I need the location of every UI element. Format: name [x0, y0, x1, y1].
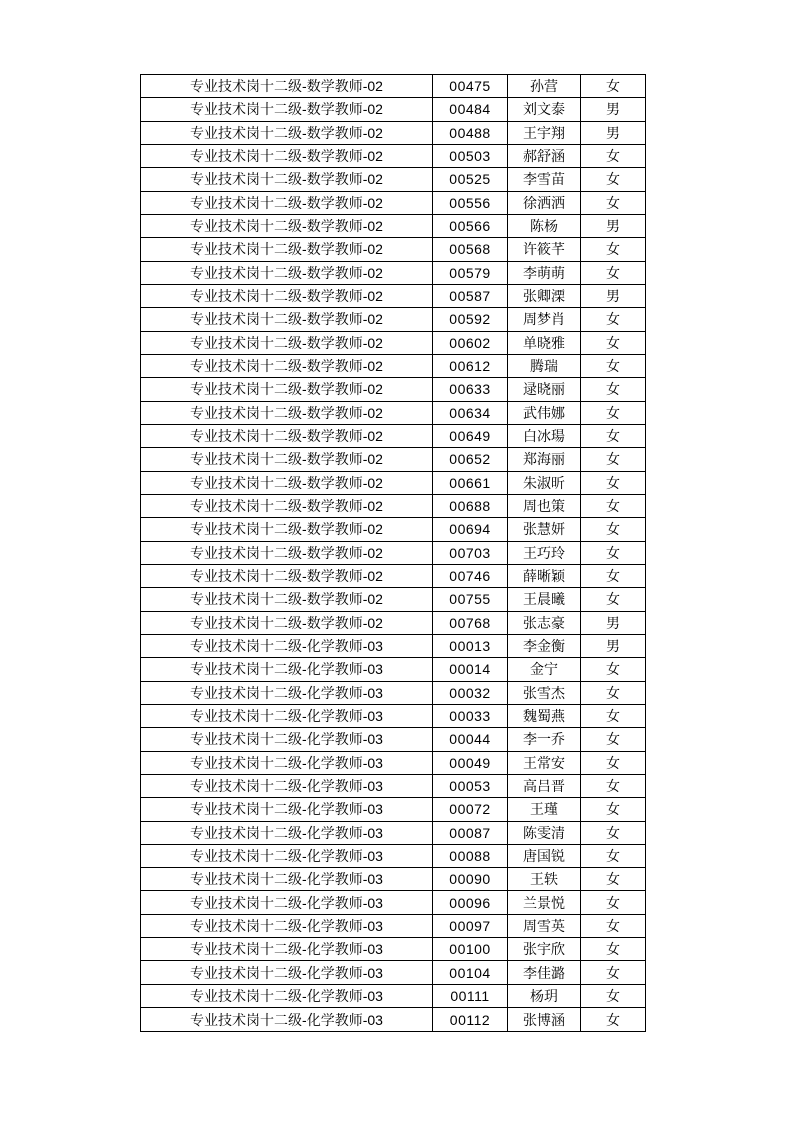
table-row: [141, 238, 646, 261]
cell-position: 专业技术岗十二级-数学教师-02: [141, 98, 433, 121]
cell-position: 专业技术岗十二级-化学教师-03: [141, 1008, 433, 1032]
cell-position: 专业技术岗十二级-数学教师-02: [141, 448, 433, 471]
table-row: [141, 284, 646, 307]
cell-code: 00484: [433, 98, 508, 121]
cell-gender: 女: [581, 75, 646, 98]
cell-position: 专业技术岗十二级-化学教师-03: [141, 891, 433, 914]
cell-name: 陈杨: [508, 214, 581, 237]
cell-gender: 女: [581, 681, 646, 704]
cell-code: 00097: [433, 914, 508, 937]
cell-name: 王宇翔: [508, 121, 581, 144]
cell-code: 00568: [433, 238, 508, 261]
cell-position: 专业技术岗十二级-数学教师-02: [141, 518, 433, 541]
cell-position: 专业技术岗十二级-数学教师-02: [141, 284, 433, 307]
cell-gender: 女: [581, 378, 646, 401]
table-row: [141, 98, 646, 121]
cell-name: 郑海丽: [508, 448, 581, 471]
table-row: [141, 588, 646, 611]
cell-code: 00755: [433, 588, 508, 611]
cell-code: 00032: [433, 681, 508, 704]
cell-code: 00044: [433, 728, 508, 751]
cell-name: 薛晰颖: [508, 564, 581, 587]
cell-name: 朱淑昕: [508, 471, 581, 494]
cell-code: 00633: [433, 378, 508, 401]
cell-gender: 女: [581, 588, 646, 611]
cell-name: 王瑾: [508, 798, 581, 821]
cell-code: 00072: [433, 798, 508, 821]
table-row: [141, 891, 646, 914]
cell-position: 专业技术岗十二级-化学教师-03: [141, 961, 433, 984]
table-row: [141, 844, 646, 867]
cell-name: 刘文泰: [508, 98, 581, 121]
cell-gender: 女: [581, 891, 646, 914]
cell-position: 专业技术岗十二级-化学教师-03: [141, 821, 433, 844]
cell-code: 00096: [433, 891, 508, 914]
cell-position: 专业技术岗十二级-化学教师-03: [141, 634, 433, 657]
cell-gender: 女: [581, 191, 646, 214]
cell-name: 逯晓丽: [508, 378, 581, 401]
cell-code: 00100: [433, 938, 508, 961]
cell-gender: 女: [581, 518, 646, 541]
cell-name: 张雪杰: [508, 681, 581, 704]
cell-gender: 女: [581, 751, 646, 774]
table-row: [141, 681, 646, 704]
cell-code: 00579: [433, 261, 508, 284]
table-row: [141, 261, 646, 284]
cell-position: 专业技术岗十二级-数学教师-02: [141, 75, 433, 98]
cell-name: 王晨曦: [508, 588, 581, 611]
table-row: [141, 448, 646, 471]
cell-name: 张志豪: [508, 611, 581, 634]
cell-position: 专业技术岗十二级-化学教师-03: [141, 844, 433, 867]
cell-code: 00688: [433, 494, 508, 517]
cell-gender: 男: [581, 634, 646, 657]
table-row: [141, 938, 646, 961]
cell-gender: 男: [581, 611, 646, 634]
cell-gender: 女: [581, 961, 646, 984]
table-row: [141, 518, 646, 541]
cell-gender: 男: [581, 284, 646, 307]
table-row: [141, 961, 646, 984]
cell-gender: 女: [581, 564, 646, 587]
table-row: [141, 308, 646, 331]
table-row: [141, 868, 646, 891]
cell-code: 00556: [433, 191, 508, 214]
cell-gender: 女: [581, 261, 646, 284]
cell-code: 00112: [433, 1008, 508, 1032]
cell-position: 专业技术岗十二级-化学教师-03: [141, 681, 433, 704]
table-row: [141, 798, 646, 821]
cell-position: 专业技术岗十二级-数学教师-02: [141, 168, 433, 191]
cell-code: 00104: [433, 961, 508, 984]
cell-gender: 女: [581, 144, 646, 167]
table-row: [141, 751, 646, 774]
cell-position: 专业技术岗十二级-数学教师-02: [141, 378, 433, 401]
table-row: [141, 401, 646, 424]
cell-code: 00475: [433, 75, 508, 98]
table-row: [141, 191, 646, 214]
cell-position: 专业技术岗十二级-数学教师-02: [141, 308, 433, 331]
cell-gender: 女: [581, 658, 646, 681]
cell-position: 专业技术岗十二级-数学教师-02: [141, 121, 433, 144]
roster-table-body: [141, 75, 646, 1032]
cell-code: 00090: [433, 868, 508, 891]
table-row: [141, 914, 646, 937]
cell-position: 专业技术岗十二级-数学教师-02: [141, 261, 433, 284]
cell-code: 00592: [433, 308, 508, 331]
table-row: [141, 331, 646, 354]
table-row: [141, 1008, 646, 1032]
table-row: [141, 658, 646, 681]
table-row: [141, 214, 646, 237]
cell-name: 许筱芊: [508, 238, 581, 261]
cell-position: 专业技术岗十二级-数学教师-02: [141, 611, 433, 634]
cell-gender: 女: [581, 704, 646, 727]
cell-position: 专业技术岗十二级-数学教师-02: [141, 471, 433, 494]
cell-position: 专业技术岗十二级-数学教师-02: [141, 401, 433, 424]
cell-gender: 女: [581, 168, 646, 191]
cell-gender: 女: [581, 424, 646, 447]
table-row: [141, 424, 646, 447]
cell-name: 周梦肖: [508, 308, 581, 331]
cell-position: 专业技术岗十二级-数学教师-02: [141, 331, 433, 354]
cell-position: 专业技术岗十二级-数学教师-02: [141, 191, 433, 214]
cell-code: 00503: [433, 144, 508, 167]
table-row: [141, 984, 646, 1007]
cell-gender: 男: [581, 214, 646, 237]
cell-position: 专业技术岗十二级-数学教师-02: [141, 541, 433, 564]
cell-position: 专业技术岗十二级-化学教师-03: [141, 984, 433, 1007]
table-row: [141, 144, 646, 167]
cell-code: 00703: [433, 541, 508, 564]
cell-code: 00111: [433, 984, 508, 1007]
table-row: [141, 564, 646, 587]
cell-name: 唐国锐: [508, 844, 581, 867]
cell-position: 专业技术岗十二级-数学教师-02: [141, 144, 433, 167]
cell-name: 王轶: [508, 868, 581, 891]
cell-name: 李萌萌: [508, 261, 581, 284]
cell-code: 00488: [433, 121, 508, 144]
table-row: [141, 75, 646, 98]
cell-code: 00566: [433, 214, 508, 237]
cell-gender: 女: [581, 238, 646, 261]
cell-gender: 女: [581, 774, 646, 797]
cell-code: 00525: [433, 168, 508, 191]
cell-gender: 女: [581, 798, 646, 821]
cell-code: 00634: [433, 401, 508, 424]
table-row: [141, 494, 646, 517]
cell-position: 专业技术岗十二级-化学教师-03: [141, 914, 433, 937]
cell-gender: 女: [581, 541, 646, 564]
cell-position: 专业技术岗十二级-化学教师-03: [141, 938, 433, 961]
table-row: [141, 704, 646, 727]
cell-name: 金宁: [508, 658, 581, 681]
cell-name: 李佳潞: [508, 961, 581, 984]
table-row: [141, 728, 646, 751]
cell-code: 00053: [433, 774, 508, 797]
cell-position: 专业技术岗十二级-化学教师-03: [141, 704, 433, 727]
cell-name: 徐洒洒: [508, 191, 581, 214]
cell-position: 专业技术岗十二级-化学教师-03: [141, 751, 433, 774]
cell-position: 专业技术岗十二级-数学教师-02: [141, 214, 433, 237]
cell-gender: 女: [581, 448, 646, 471]
cell-code: 00033: [433, 704, 508, 727]
cell-name: 兰景悦: [508, 891, 581, 914]
cell-position: 专业技术岗十二级-化学教师-03: [141, 774, 433, 797]
cell-name: 周雪英: [508, 914, 581, 937]
cell-position: 专业技术岗十二级-化学教师-03: [141, 658, 433, 681]
cell-name: 魏蜀燕: [508, 704, 581, 727]
cell-position: 专业技术岗十二级-化学教师-03: [141, 868, 433, 891]
table-row: [141, 611, 646, 634]
cell-name: 李雪苗: [508, 168, 581, 191]
cell-code: 00587: [433, 284, 508, 307]
cell-code: 00661: [433, 471, 508, 494]
cell-position: 专业技术岗十二级-数学教师-02: [141, 564, 433, 587]
table-row: [141, 168, 646, 191]
cell-gender: 女: [581, 354, 646, 377]
cell-code: 00746: [433, 564, 508, 587]
cell-gender: 女: [581, 1008, 646, 1032]
cell-name: 高吕晋: [508, 774, 581, 797]
table-row: [141, 774, 646, 797]
cell-gender: 女: [581, 821, 646, 844]
cell-code: 00602: [433, 331, 508, 354]
cell-gender: 女: [581, 401, 646, 424]
cell-code: 00694: [433, 518, 508, 541]
cell-name: 张宇欣: [508, 938, 581, 961]
cell-code: 00652: [433, 448, 508, 471]
cell-name: 单晓雅: [508, 331, 581, 354]
cell-name: 张博涵: [508, 1008, 581, 1032]
cell-gender: 女: [581, 844, 646, 867]
cell-name: 张卿溧: [508, 284, 581, 307]
cell-gender: 男: [581, 98, 646, 121]
cell-position: 专业技术岗十二级-化学教师-03: [141, 798, 433, 821]
roster-table: [140, 74, 646, 1032]
cell-gender: 女: [581, 331, 646, 354]
table-row: [141, 471, 646, 494]
cell-name: 李一乔: [508, 728, 581, 751]
cell-position: 专业技术岗十二级-化学教师-03: [141, 728, 433, 751]
table-row: [141, 354, 646, 377]
cell-name: 杨玥: [508, 984, 581, 1007]
cell-code: 00649: [433, 424, 508, 447]
cell-name: 陈雯清: [508, 821, 581, 844]
cell-position: 专业技术岗十二级-数学教师-02: [141, 588, 433, 611]
cell-gender: 女: [581, 494, 646, 517]
cell-name: 李金衡: [508, 634, 581, 657]
cell-name: 孙营: [508, 75, 581, 98]
cell-gender: 女: [581, 914, 646, 937]
cell-name: 王巧玲: [508, 541, 581, 564]
cell-position: 专业技术岗十二级-数学教师-02: [141, 494, 433, 517]
cell-name: 郝舒涵: [508, 144, 581, 167]
cell-gender: 女: [581, 938, 646, 961]
table-row: [141, 378, 646, 401]
cell-gender: 女: [581, 308, 646, 331]
cell-gender: 女: [581, 728, 646, 751]
cell-code: 00768: [433, 611, 508, 634]
cell-position: 专业技术岗十二级-数学教师-02: [141, 238, 433, 261]
cell-name: 武伟娜: [508, 401, 581, 424]
cell-name: 王常安: [508, 751, 581, 774]
table-row: [141, 634, 646, 657]
cell-gender: 女: [581, 984, 646, 1007]
cell-gender: 女: [581, 471, 646, 494]
cell-name: 腾瑞: [508, 354, 581, 377]
cell-gender: 男: [581, 121, 646, 144]
table-row: [141, 821, 646, 844]
cell-name: 白冰瑒: [508, 424, 581, 447]
cell-code: 00049: [433, 751, 508, 774]
cell-name: 张慧妍: [508, 518, 581, 541]
cell-code: 00088: [433, 844, 508, 867]
cell-code: 00014: [433, 658, 508, 681]
cell-code: 00612: [433, 354, 508, 377]
cell-gender: 女: [581, 868, 646, 891]
table-row: [141, 121, 646, 144]
table-row: [141, 541, 646, 564]
cell-position: 专业技术岗十二级-数学教师-02: [141, 424, 433, 447]
cell-code: 00013: [433, 634, 508, 657]
cell-position: 专业技术岗十二级-数学教师-02: [141, 354, 433, 377]
cell-name: 周也策: [508, 494, 581, 517]
cell-code: 00087: [433, 821, 508, 844]
